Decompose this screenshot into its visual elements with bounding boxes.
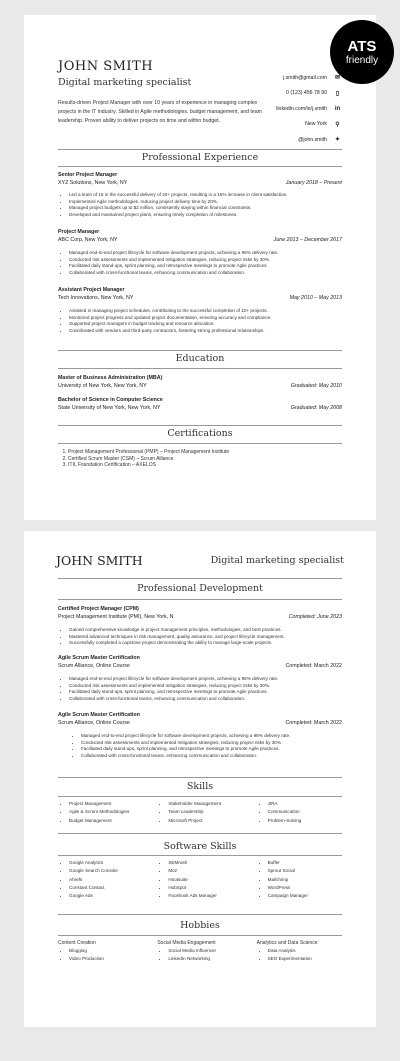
course-title: Certified Project Manager (CPM) [58,606,139,612]
job-company: Tech Innovations, New York, NY [58,295,134,301]
list-item: • Assisted in managing project schedules, contributing to the successful completion of 10+ projects. [69,308,346,315]
list-item: • Collaborated with cross-functional teams, enhancing communication and collaboration. [81,753,346,760]
contact-email[interactable] [202,70,342,86]
job-date: May 2010 – May 2013 [289,295,342,301]
list-item: • Social Media Influencer [168,947,256,955]
list-item: • Google Ads [69,892,157,900]
list-item: • Microsoft Project [168,817,256,825]
envelope-icon: ✉ [334,75,341,82]
job-title: Project Manager [58,229,100,235]
list-item: • Managed end-to-end project lifecycle for software development projects, achieving a 98% delivery rate. [69,676,346,683]
education-meta [58,383,342,389]
list-item: • Successfully completed a capstone project demonstrating the ability to manage large-scale projects. [69,640,346,647]
hobby-list [257,947,356,964]
divider [58,833,342,834]
list-item: • Facilitated daily stand-ups, sprint planning, and retrospective meetings to promote Agile practices. [81,746,346,753]
list-item: • Moz [168,867,256,875]
contact-text: linkedin.com/in/j.smith [276,105,327,112]
graduation-date: Graduated: May 2010 [290,383,342,389]
list-item: • Conducted risk assessments and implemented mitigation strategies, reducing project risks by 30%. [69,683,346,690]
contact-text: 0 (123) 456 78 90 [286,90,327,97]
job-company: XYZ Solutions, New York, NY [58,180,128,186]
divider [58,796,342,797]
skills-column [58,800,157,825]
job-meta [58,237,342,243]
course-org: Project Management Institute (PMI), New York, N [58,614,174,620]
list-item: • Facebook Ads Manager [168,892,256,900]
list-item: 3. ITIL Foundation Certification – AXELOS [68,462,346,469]
resume-page-2 [24,531,376,1027]
list-item: • Campaign Manager [268,892,356,900]
list-item: • Communication [268,808,356,816]
divider [58,578,342,579]
list-item: • Managed project budgets up to $2 million, consistently staying within financial constraints. [69,205,346,212]
contact-linkedin[interactable] [202,101,342,117]
job-title: Assistant Project Manager [58,287,125,293]
list-item: 2. Certified Scrum Master (CSM) – Scrum Alliance [68,456,346,463]
list-item: • SEMrush [168,859,256,867]
list-item: • Team Leadership [168,808,256,816]
list-item: • Managed end-to-end project lifecycle for software development projects, achieving a 98% delivery rate. [69,250,346,257]
list-item: • Mailchimp [268,876,356,884]
list-item: • Data Analysis [268,947,356,955]
course-title: Agile Scrum Master Certification [58,655,140,661]
degree-title: Bachelor of Science in Computer Science [58,397,163,403]
list-item: • Video Production [69,955,157,963]
hobby-heading: Content Creation [58,940,96,946]
hobbies-grid [58,939,356,964]
hobby-list [58,947,157,964]
job-bullets [58,192,346,218]
list-item: • Agile & Scrum Methodologies [69,808,157,816]
job-title: Senior Project Manager [58,172,118,178]
ats-friendly-badge [330,20,394,84]
list-item: • WordPress [268,884,356,892]
course-bullets [70,733,346,759]
candidate-role: Digital marketing specialist [58,77,192,88]
list-item: • Collaborated with cross-functional teams, enhancing communication and collaboration. [69,696,346,703]
divider [58,855,342,856]
list-item: • LinkedIn Networking [168,955,256,963]
job-date: June 2013 – December 2017 [273,237,342,243]
twitter-icon: ✦ [334,137,341,144]
list-item: • Google Analytics [69,859,157,867]
school-name: University of New York, New York, NY [58,383,147,389]
list-item: • Managed end-to-end project lifecycle for software development projects, achieving a 98% delivery rate. [81,733,346,740]
course-meta [58,663,342,669]
job-bullets [58,250,346,276]
list-item: • Conducted risk assessments and implemented mitigation strategies, reducing project risks by 30%. [81,740,346,747]
location-icon: ⚲ [335,121,340,128]
course-org: Scrum Alliance, Online Course [58,720,130,726]
job-meta [58,295,342,301]
contact-twitter[interactable] [202,132,342,148]
hobby-heading: Analytics and Data Science [256,940,318,946]
list-item: • Facilitated daily stand-ups, sprint planning, and retrospective meetings to promote Agile practices. [69,689,346,696]
course-bullets [58,676,346,702]
section-title-development: Professional Development [137,583,263,594]
degree-title: Master of Business Administration (MBA) [58,375,163,381]
job-bullets [58,308,346,334]
course-meta [58,720,342,726]
list-item: • Gained comprehensive knowledge in project management principles, methodologies, and best practices. [69,627,346,634]
phone-icon: ▯ [335,90,340,97]
candidate-name: JOHN SMITH [56,553,143,568]
section-title-software: Software Skills [163,841,237,852]
divider [58,166,342,167]
divider [58,443,342,444]
list-item: • HubSpot [168,884,256,892]
software-column [58,859,157,900]
divider [58,149,342,150]
divider [58,914,342,915]
course-bullets [58,627,346,647]
list-item: • Monitored project progress and updated project documentation, ensuring accuracy and compliance. [69,315,346,322]
list-item: • JIRA [268,800,356,808]
contact-text: New York [305,121,327,128]
course-date: Completed: March 2022 [285,663,342,669]
divider [58,368,342,369]
list-item: • SEO Experimentation [268,955,356,963]
list-item: • Implemented Agile methodologies, reducing project delivery time by 20%. [69,199,346,206]
list-item: • Buffer [268,859,356,867]
candidate-role: Digital marketing specialist [210,555,344,566]
course-meta [58,614,342,620]
linkedin-icon: in [334,105,341,112]
candidate-name: JOHN SMITH [58,59,154,74]
job-company: ABC Corp, New York, NY [58,237,118,243]
graduation-date: Graduated: May 2008 [290,405,342,411]
software-column [257,859,356,900]
list-item: • Coordinated with vendors and third-party contractors, fostering strong professional relationships. [69,328,346,335]
list-item: • Budget Management [69,817,157,825]
section-title-hobbies: Hobbies [180,920,220,931]
list-item: • Google Search Console [69,867,157,875]
section-title-certifications: Certifications [167,428,233,439]
software-column [157,859,256,900]
skills-column [257,800,356,825]
badge-line-2: friendly [345,54,379,66]
contact-text: @john.smith [298,136,327,143]
contact-phone[interactable] [202,86,342,102]
list-item: • Sprout Social [268,867,356,875]
list-item: • Collaborated with cross-functional teams, enhancing communication and collaboration. [69,270,346,277]
job-date: January 2018 – Present [285,180,342,186]
divider [58,777,342,778]
list-item: • Led a team of 15 in the successful delivery of 20+ projects, resulting in a 15% increase in client satisfaction. [69,192,346,199]
list-item: • Stakeholder Management [168,800,256,808]
education-meta [58,405,342,411]
badge-line-1: ATS [347,37,377,55]
divider [58,425,342,426]
skills-column [157,800,256,825]
divider [58,599,342,600]
school-name: State University of New York, New York, NY [58,405,161,411]
job-meta [58,180,342,186]
list-item: • Mastered advanced techniques in risk management, quality assurance, and project lifecycle management. [69,634,346,641]
list-item: • Developed and maintained project plans, ensuring timely completion of milestones. [69,212,346,219]
course-date: Completed: March 2022 [285,720,342,726]
list-item: • Constant Contact [69,884,157,892]
list-item: • Ahrefs [69,876,157,884]
list-item: • Project Management [69,800,157,808]
section-title-skills: Skills [186,781,214,792]
hobby-list [157,947,256,964]
list-item: 1. Project Management Professional (PMP) – Project Management Institute [68,449,346,456]
list-item: • Blogging [69,947,157,955]
divider [58,350,342,351]
course-org: Scrum Alliance, Online Course [58,663,130,669]
course-date: Completed: June 2023 [288,614,342,620]
list-item: • Supported project managers in budget tracking and resource allocation. [69,321,346,328]
contact-text: j.smith@gmail.com [283,74,327,81]
list-item: • Facilitated daily stand-ups, sprint planning, and retrospective meetings to promote Agile practices. [69,263,346,270]
list-item: • Problem-Solving [268,817,356,825]
contact-list [202,70,342,148]
course-title: Agile Scrum Master Certification [58,712,140,718]
software-grid [58,859,356,900]
divider [58,935,342,936]
list-item: • Hootsuite [168,876,256,884]
section-title-experience: Professional Experience [141,152,259,163]
resume-page-1 [24,15,379,520]
hobby-heading: Social Media Engagement [157,940,216,946]
section-title-education: Education [175,353,225,364]
summary-text: Results-driven Project Manager with over 10 years of experience in managing complex projects in the IT industry. Skilled in Agile methodologies, budget management, and team leadership. Proven ability to deliver projects on time and within budget. [58,100,262,124]
contact-location [202,117,342,133]
skills-grid [58,800,356,825]
certification-list [58,449,346,469]
list-item: • Conducted risk assessments and implemented mitigation strategies, reducing project risks by 30%. [69,257,346,264]
